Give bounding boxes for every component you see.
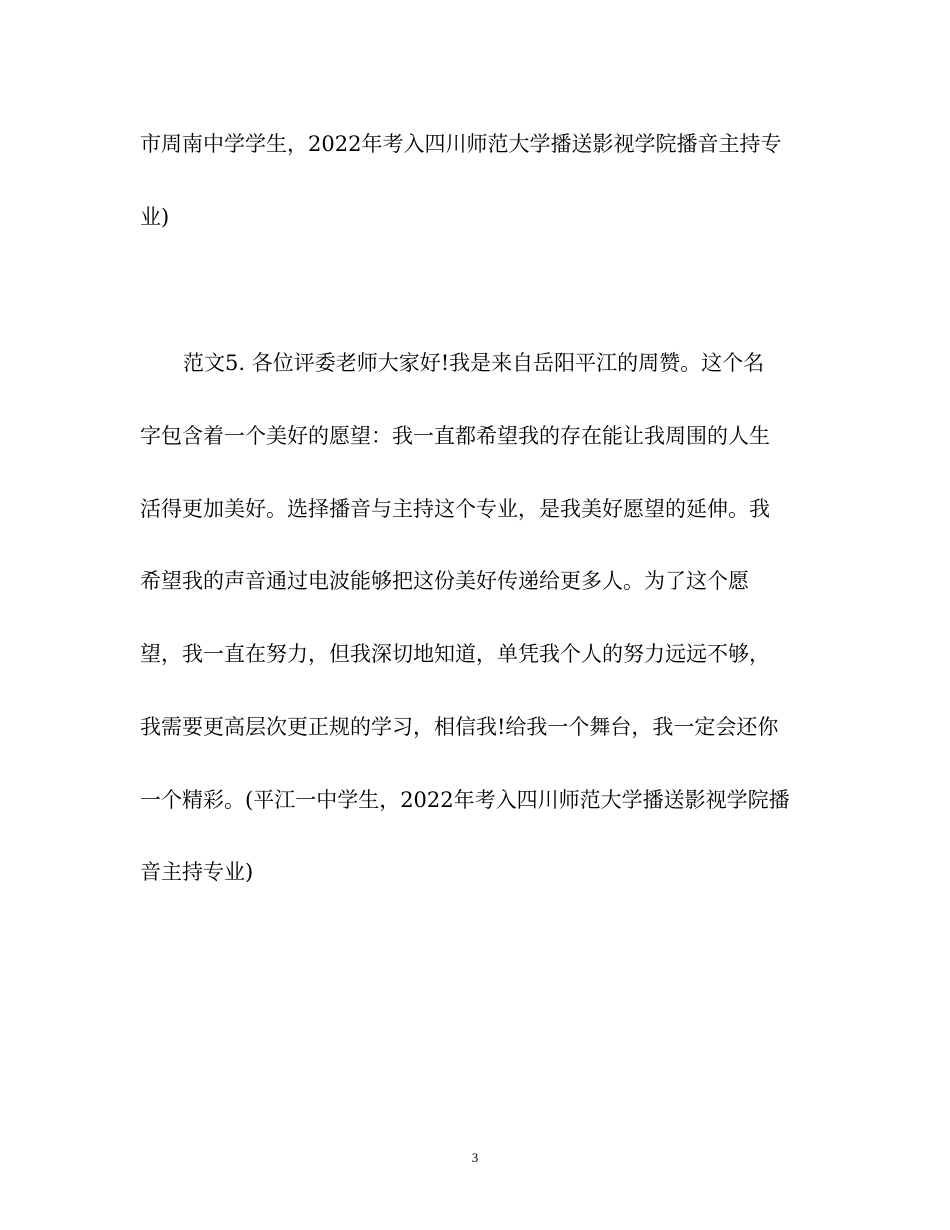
paragraph-2-line-8: 音主持专业) [140, 860, 254, 884]
paragraph-2-line-5: 望，我一直在努力，但我深切地知道，单凭我个人的努力远远不够， [140, 642, 770, 666]
paragraph-1-line-2: 业) [140, 205, 170, 229]
page-number: 3 [471, 1150, 479, 1165]
paragraph-2-line-3: 活得更加美好。选择播音与主持这个专业，是我美好愿望的延伸。我 [140, 497, 770, 521]
paragraph-1-line-1: 市周南中学学生，2022年考入四川师范大学播送影视学院播音主持专 [140, 132, 782, 156]
paragraph-2-line-2: 字包含着一个美好的愿望：我一直都希望我的存在能让我周围的人生 [140, 424, 770, 448]
paragraph-2-line-7: 一个精彩。(平江一中学生，2022年考入四川师范大学播送影视学院播 [140, 788, 790, 812]
paragraph-2-line-6: 我需要更高层次更正规的学习，相信我!给我一个舞台，我一定会还你 [140, 715, 779, 739]
paragraph-2-line-1: 范文5. 各位评委老师大家好!我是来自岳阳平江的周赞。这个名 [183, 351, 765, 375]
paragraph-2-line-4: 希望我的声音通过电波能够把这份美好传递给更多人。为了这个愿 [140, 569, 749, 593]
